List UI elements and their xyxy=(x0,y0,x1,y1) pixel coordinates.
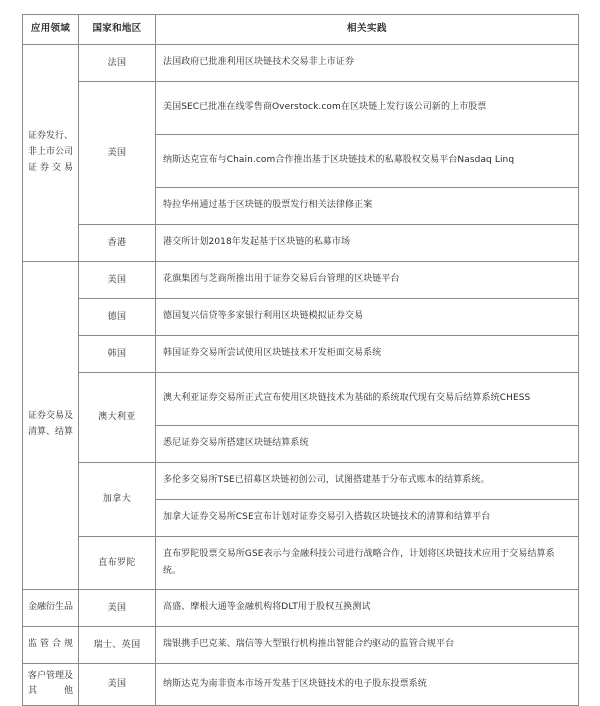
cell-country: 美国 xyxy=(79,589,156,626)
table-row xyxy=(23,224,579,261)
cell-practice: 花旗集团与芝商所推出用于证券交易后台管理的区块链平台 xyxy=(156,261,579,298)
table-row xyxy=(23,663,579,706)
cell-country: 瑞士、英国 xyxy=(79,626,156,663)
cell-practice: 纳斯达克宣布与Chain.com合作推出基于区块链技术的私募股权交易平台Nasdaq Linq xyxy=(156,134,579,187)
table-row xyxy=(23,626,579,663)
cell-country: 韩国 xyxy=(79,335,156,372)
cell-country: 德国 xyxy=(79,298,156,335)
cell-practice: 瑞银携手巴克莱、瑞信等大型银行机构推出智能合约驱动的监管合规平台 xyxy=(156,626,579,663)
cell-practice: 多伦多交易所TSE已招募区块链初创公司，试图搭建基于分布式账本的结算系统。 xyxy=(156,462,579,499)
cell-domain: 监管合规 xyxy=(23,626,79,663)
table-body xyxy=(23,44,579,706)
table-row xyxy=(23,372,579,425)
cell-practice: 美国SEC已批准在线零售商Overstock.com在区块链上发行该公司新的上市股票 xyxy=(156,81,579,134)
cell-practice: 加拿大证券交易所CSE宣布计划对证券交易引入搭载区块链技术的清算和结算平台 xyxy=(156,499,579,536)
blockchain-application-table xyxy=(22,14,579,706)
table-row xyxy=(23,261,579,298)
table-row xyxy=(23,44,579,81)
cell-domain: 客户管理及其他 xyxy=(23,663,79,706)
cell-domain: 证券发行、非上市公司证券交易 xyxy=(23,44,79,261)
cell-country: 香港 xyxy=(79,224,156,261)
cell-practice: 港交所计划2018年发起基于区块链的私募市场 xyxy=(156,224,579,261)
cell-country: 美国 xyxy=(79,663,156,706)
cell-practice: 高盛、摩根大通等金融机构将DLT用于股权互换测试 xyxy=(156,589,579,626)
table-container xyxy=(22,14,578,706)
table-row xyxy=(23,81,579,134)
cell-country: 澳大利亚 xyxy=(79,372,156,462)
cell-country: 法国 xyxy=(79,44,156,81)
cell-practice: 澳大利亚证券交易所正式宣布使用区块链技术为基础的系统取代现有交易后结算系统CHESS xyxy=(156,372,579,425)
table-row xyxy=(23,589,579,626)
cell-practice: 法国政府已批准利用区块链技术交易非上市证券 xyxy=(156,44,579,81)
table-row xyxy=(23,462,579,499)
table-header xyxy=(23,15,579,45)
cell-practice: 特拉华州通过基于区块链的股票发行相关法律修正案 xyxy=(156,187,579,224)
cell-country: 美国 xyxy=(79,261,156,298)
cell-practice: 德国复兴信贷等多家银行利用区块链模拟证券交易 xyxy=(156,298,579,335)
header-row xyxy=(23,15,579,45)
cell-practice: 韩国证券交易所尝试使用区块链技术开发柜面交易系统 xyxy=(156,335,579,372)
cell-country: 加拿大 xyxy=(79,462,156,536)
column-header-country: 国家和地区 xyxy=(79,15,156,45)
table-row xyxy=(23,536,579,589)
cell-practice: 纳斯达克为南非资本市场开发基于区块链技术的电子股东投票系统 xyxy=(156,663,579,706)
column-header-domain: 应用领域 xyxy=(23,15,79,45)
cell-country: 直布罗陀 xyxy=(79,536,156,589)
cell-domain: 金融衍生品 xyxy=(23,589,79,626)
cell-practice: 直布罗陀股票交易所GSE表示与金融科技公司进行战略合作，计划将区块链技术应用于交易结算系统。 xyxy=(156,536,579,589)
cell-domain: 证券交易及清算、结算 xyxy=(23,261,79,589)
table-row xyxy=(23,335,579,372)
cell-practice: 悉尼证券交易所搭建区块链结算系统 xyxy=(156,425,579,462)
cell-country: 美国 xyxy=(79,81,156,224)
table-row xyxy=(23,298,579,335)
column-header-practice: 相关实践 xyxy=(156,15,579,45)
